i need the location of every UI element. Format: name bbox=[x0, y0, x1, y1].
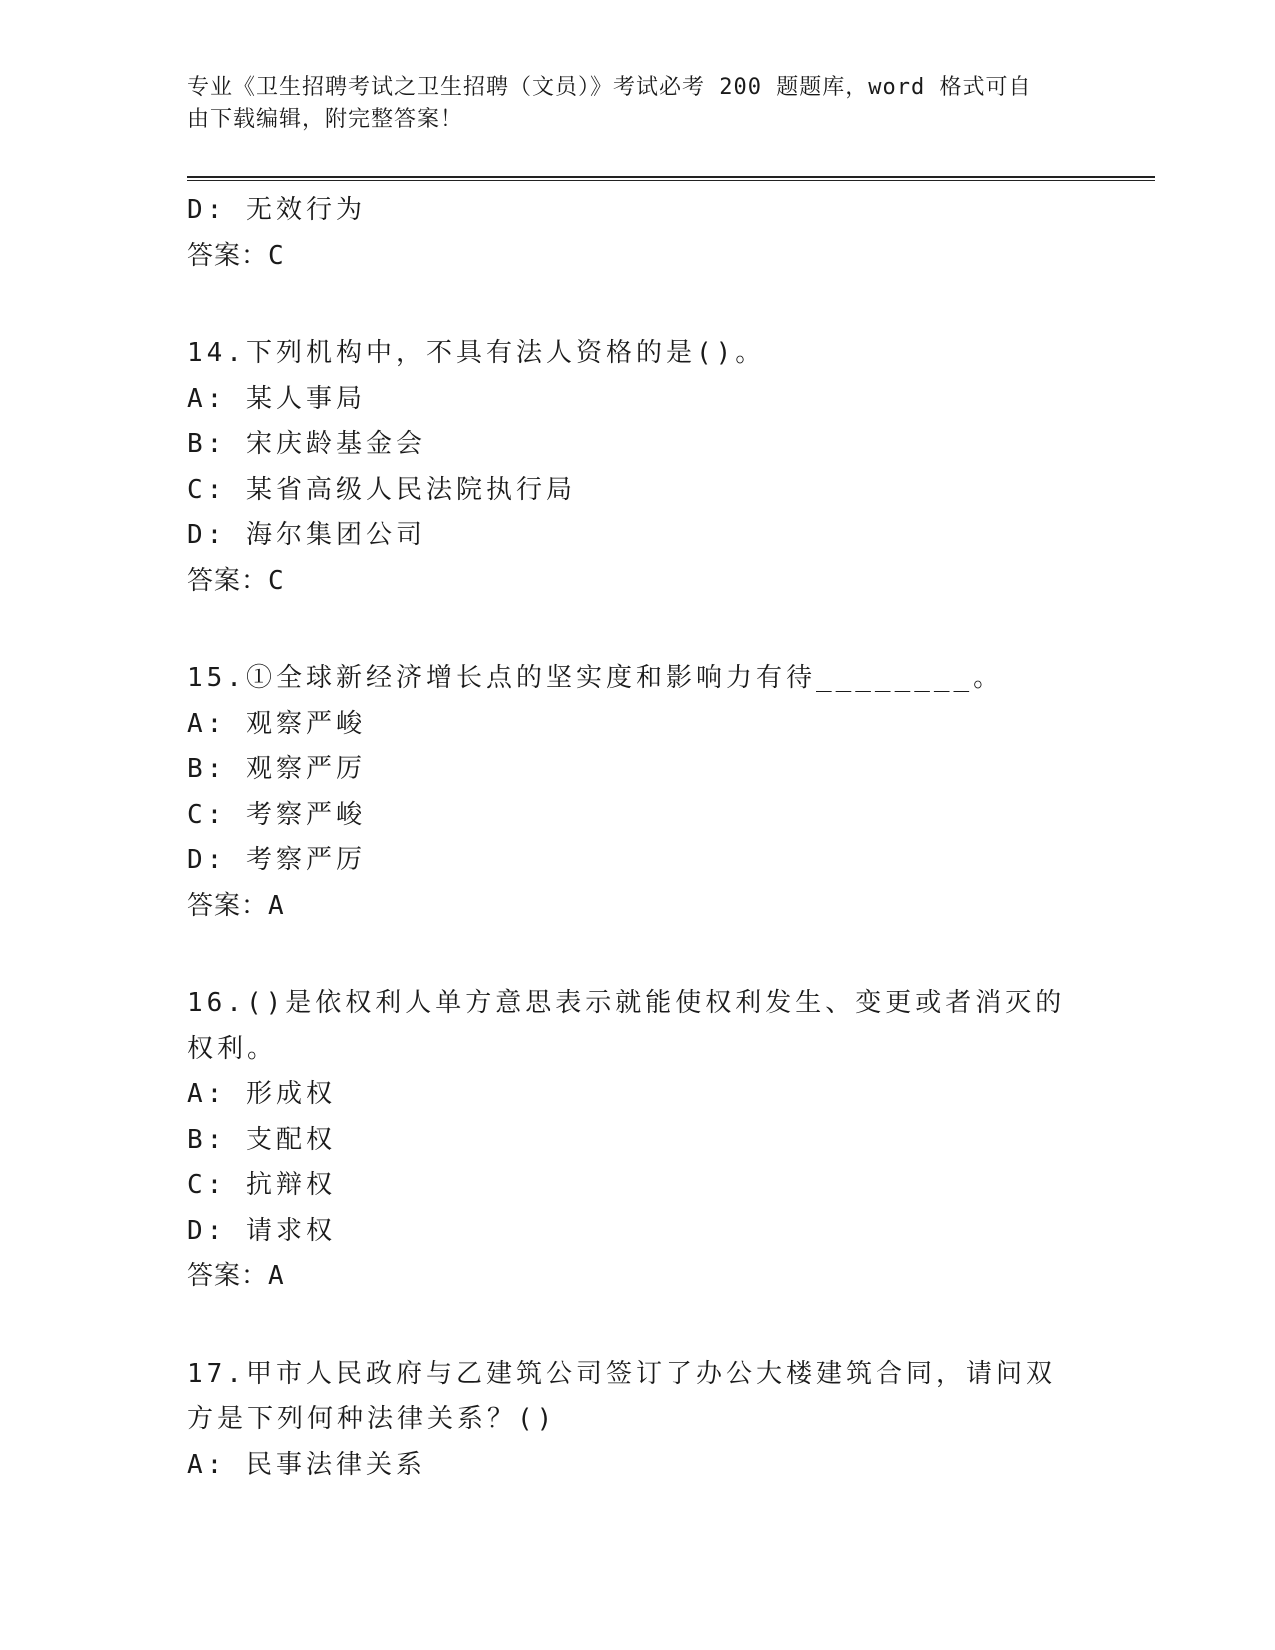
answer bbox=[187, 884, 1087, 930]
option-b: B: 宋庆龄基金会 bbox=[187, 429, 426, 459]
option-c: C: 某省高级人民法院执行局 bbox=[187, 474, 576, 505]
spacer bbox=[187, 1300, 1087, 1352]
header-line-1: 专业《卫生招聘考试之卫生招聘（文员）》考试必考 200 题题库，word 格式可自 bbox=[187, 75, 1032, 100]
question-16 bbox=[187, 981, 1087, 1300]
answer-value: C bbox=[268, 565, 285, 596]
option-a: A: 某人事局 bbox=[187, 383, 366, 414]
question-stem: 16.()是依权利人单方意思表示就能使权利发生、变更或者消灭的权利。 bbox=[187, 988, 1066, 1064]
option-c: C: 考察严峻 bbox=[187, 799, 366, 830]
page-header bbox=[187, 72, 1067, 136]
option-a: A: 形成权 bbox=[187, 1079, 336, 1109]
option-b: B: 观察严厉 bbox=[187, 754, 366, 784]
header-line-2: 由下载编辑，附完整答案！ bbox=[187, 107, 464, 132]
answer-value: A bbox=[268, 1261, 285, 1291]
spacer bbox=[187, 279, 1087, 331]
answer-label: 答案： bbox=[187, 1261, 269, 1291]
document-body bbox=[187, 188, 1087, 1488]
answer bbox=[187, 559, 1087, 605]
option-a: A: 观察严峻 bbox=[187, 708, 366, 739]
header-divider bbox=[187, 176, 1155, 181]
answer-value: A bbox=[268, 890, 285, 921]
question-stem: 17.甲市人民政府与乙建筑公司签订了办公大楼建筑合同，请问双方是下列何种法律关系？() bbox=[187, 1358, 1056, 1434]
spacer bbox=[187, 929, 1087, 981]
answer bbox=[187, 1254, 1087, 1300]
option-d: D: 海尔集团公司 bbox=[187, 520, 426, 550]
answer-value: C bbox=[268, 240, 285, 271]
q13-option-d: D: 无效行为 bbox=[187, 195, 366, 225]
option-c: C: 抗辩权 bbox=[187, 1170, 336, 1200]
question-stem: 14.下列机构中，不具有法人资格的是()。 bbox=[187, 338, 766, 368]
question-15 bbox=[187, 656, 1087, 929]
option-a: A: 民事法律关系 bbox=[187, 1449, 426, 1480]
spacer bbox=[187, 604, 1087, 656]
question-14 bbox=[187, 331, 1087, 604]
question-stem: 15.①全球新经济增长点的坚实度和影响力有待________。 bbox=[187, 663, 1004, 693]
answer-label: 答案： bbox=[187, 565, 269, 596]
option-b: B: 支配权 bbox=[187, 1124, 336, 1155]
q13-answer bbox=[187, 234, 1087, 280]
question-17 bbox=[187, 1352, 1087, 1489]
option-d: D: 考察严厉 bbox=[187, 845, 366, 875]
answer-label: 答案： bbox=[187, 240, 269, 271]
answer-label: 答案： bbox=[187, 890, 269, 921]
option-d: D: 请求权 bbox=[187, 1215, 336, 1246]
